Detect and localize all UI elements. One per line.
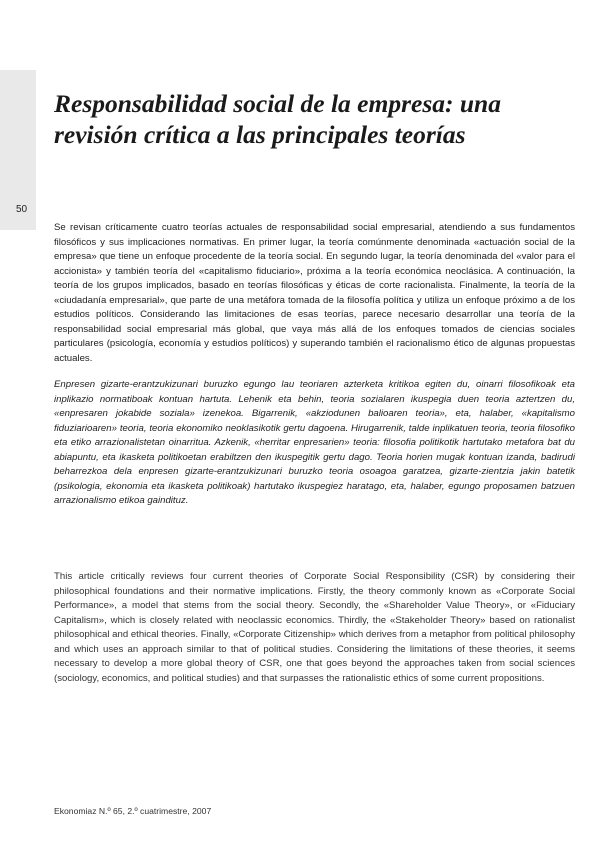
article-title: Responsabilidad social de la empresa: una revisión crítica a las principales teorías — [54, 89, 501, 149]
abstract-english: This article critically reviews four current theories of Corporate Social Responsibility (CSR) by considering their philosophical foundations and their normative implications. Firstly, the theory commonly known as «Corporate Social Performance», a model that stems from the social theory. Secondly, the «Shareholder Value Theory», or «Fiduciary Capitalism», which is closely related with neoclassic economics. Thirdly, the «Stakeholder Theory» based on rationalist philosophical and ethical theories. Finally, «Corporate Citizenship» which derives from a metaphor from political philosophy and which uses an approach similar to that of political studies. Considering the limitations of these theories, it seems necessary to develop a more global theory of CSR, one that goes beyond the approaches taken from social sciences (sociology, economics, and political studies) and that surpasses the rationalistic ethics of some current propositions. — [54, 571, 575, 684]
abstract-basque: Enpresen gizarte-erantzukizunari buruzko egungo lau teoriaren azterketa kritikoa egiten du, oinarri filosofikoak eta inplikazio normatiboak kontuan hartuta. Lehenik eta behin, teoria sozialaren ikuspegia duen teoria aztertzen du, «enpresaren jokabide soziala» izenekoa. Bigarrenik, «akziodunen balioaren teoria», eta, halaber, «kapitalismo fiduziarioaren» teoria, teoria ekonomiko neoklasikotik gertu dagoena. Hirugarrenik, talde inplikatuen teoria, teoria filosofiko eta etiko arrazionalistetan oinarritua. Azkenik, «herritar enpresarien» teoria: filosofia politikotik hartutako metafora bat du abiapuntu, eta ikasketa politikoetan erabiltzen den ikuspegitik gertu dago. Teoria horien mugak kontuan izanda, badirudi beharrezkoa dela enpresen gizarte-erantzukizunari buruzko teoria osoagoa garatzea, gizarte-zientzia jakin batetik (psikologia, ekonomia eta ikasketa politikoak) hartutako ikuspegiez haratago, eta, halaber, egungo proposamen batzuen arrazionalismo etikoa gaindituz. — [54, 379, 575, 506]
page-number: 50 — [16, 204, 28, 215]
footer-citation: Ekonomiaz N.º 65, 2.º cuatrimestre, 2007 — [54, 806, 212, 816]
abstract-spanish: Se revisan críticamente cuatro teorías actuales de responsabilidad social empresarial, atendiendo a sus fundamentos filosóficos y sus implicaciones normativas. En primer lugar, la teoría comúnmente denominada «actuación social de la empresa» que tiene un enfoque procedente de la teoría social. En segundo lugar, la teoría denominada del «valor para el accionista» y también teoría del «capitalismo fiduciario», próxima a la teoría económica neoclásica. A continuación, la teoría de los grupos implicados, basado en teorías filosóficas y éticas de corte racionalista. Finalmente, la teoría de la «ciudadanía empresarial», que parte de una metáfora tomada de la filosofía política y utiliza un enfoque próximo a de los estudios políticos. Considerando las limitaciones de esas teorías, parece necesario desarrollar una teoría de la responsabilidad social empresarial más global, que vaya más allá de los enfoques tomados de ciencias sociales particulares (psicología, economía y estudios políticos) y superando también el racionalismo ético de algunas propuestas actuales. — [54, 222, 575, 364]
